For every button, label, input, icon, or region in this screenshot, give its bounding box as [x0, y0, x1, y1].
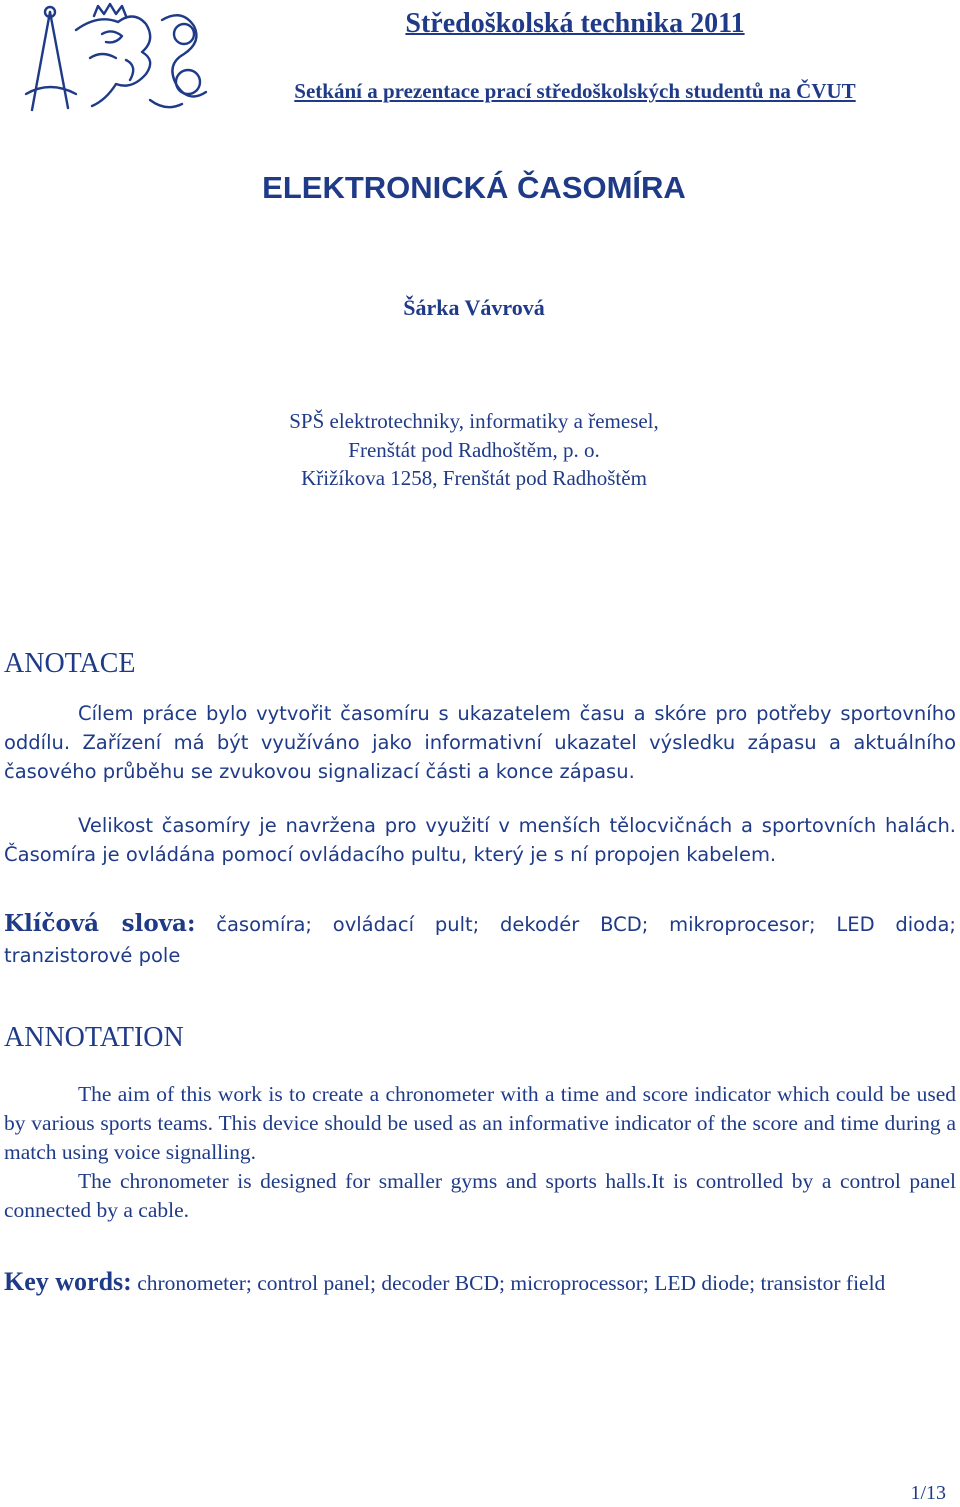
- school-name-line2: Frenštát pod Radhoštěm, p. o.: [348, 438, 600, 462]
- english-keywords-label: Key words:: [4, 1267, 132, 1296]
- anotace-paragraph-1: Cílem práce bylo vytvořit časomíru s ukazatelem času a skóre pro potřeby sportovního oddílu. Zařízení má být využíváno jako informativní ukazatel výsledku zápasu a aktuálního časového průběhu se zvukovou signalizací části a konce zápasu.: [4, 702, 956, 783]
- anotace-paragraph-2: Velikost časomíry je navržena pro využití v menších tělocvičnách a sportovních halách. Časomíra je ovládána pomocí ovládacího pultu, který je s ní propojen kabelem.: [4, 814, 956, 866]
- school-address: Křižíkova 1258, Frenštát pod Radhoštěm: [301, 466, 647, 490]
- english-keywords: [4, 1266, 956, 1299]
- annotation-paragraph-2: The chronometer is designed for smaller gyms and sports halls.It is controlled by a control panel connected by a cable.: [4, 1169, 956, 1222]
- cvut-lion-logo: [6, 0, 214, 118]
- czech-keywords: [4, 908, 956, 971]
- anotace-heading: ANOTACE: [4, 648, 136, 679]
- czech-keywords-text: časomíra; ovládací pult; dekodér BCD; mikroprocesor; LED dioda; tranzistorové pole: [4, 913, 957, 967]
- page-number: 1/13: [910, 1482, 946, 1504]
- event-subtitle: Setkání a prezentace prací středoškolských studentů na ČVUT: [294, 79, 856, 103]
- annotation-paragraph-1: The aim of this work is to create a chronometer with a time and score indicator which could be used by various sports teams. This device should be used as an informative indicator of the score and time during a match using voice signalling.: [4, 1082, 956, 1164]
- annotation-paragraph: [4, 1080, 956, 1225]
- event-title: Středoškolská technika 2011: [405, 8, 745, 39]
- annotation-heading: ANNOTATION: [4, 1022, 184, 1053]
- english-keywords-text: chronometer; control panel; decoder BCD; microprocessor; LED diode; transistor field: [137, 1271, 886, 1295]
- school-name-line1: SPŠ elektrotechniky, informatiky a řemesel,: [289, 409, 659, 433]
- author-name: Šárka Vávrová: [403, 295, 545, 320]
- work-title: ELEKTRONICKÁ ČASOMÍRA: [262, 170, 686, 205]
- czech-keywords-label: Klíčová slova:: [4, 910, 196, 937]
